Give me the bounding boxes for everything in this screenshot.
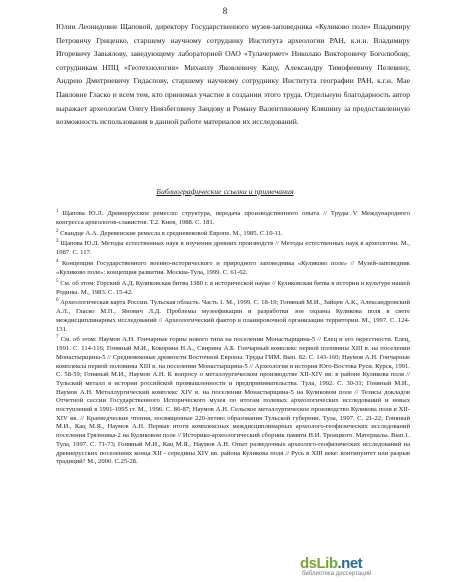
footnote bbox=[56, 278, 410, 298]
page-number: 8 bbox=[222, 6, 228, 16]
footnote bbox=[56, 297, 410, 334]
footnote-number: 6 bbox=[56, 298, 59, 304]
footnote-text: Концепция Государственного военно-исторического и природного заповедника «Куликово поле» // Музей-заповедник «Куликово поле»: концепция развития. Москва-Тула, 1999. С. 61-62. bbox=[56, 260, 410, 276]
footnote bbox=[56, 228, 410, 239]
section-heading: Библиографические ссылки и примечания bbox=[156, 187, 294, 196]
logo-subtitle: библиотека диссертаций bbox=[302, 571, 372, 577]
footnote-text: См. об этом: Горский А.Д. Куликовская битва 1380 г. в исторической науке // Куликовская битва в истории и культуре нашей Родины. М., 1983. С. 15-42. bbox=[56, 279, 410, 296]
footnote-text: Щапова Ю.Л. Методы естественных наук в изучении древних производств // Методы естественных наук в археологии. М., 1987. С. 117. bbox=[56, 240, 410, 257]
footnote-number: 5 bbox=[56, 278, 59, 284]
logo-text bbox=[300, 555, 362, 572]
footnote bbox=[56, 258, 410, 278]
footnote-text: Свандце А.А. Деревенские ремесла в средневековой Европе. М., 1985. С.10-11. bbox=[60, 229, 283, 237]
footnote-text: Щапова Ю.Л. Древнерусское ремесло: структура, передача производственного опыта // Труды V Международного конгресса археологов-славистов. Т.2. Киев, 1988. С. 181. bbox=[56, 210, 411, 226]
footnote bbox=[56, 208, 410, 228]
footnote-number: 3 bbox=[56, 239, 59, 245]
footnote-text: Археологическая карта России. Тульская область. Часть 1. М., 1999. С. 18-19; Гоняный М.И., Зайцев А.К., Александровский А.Л., Гласко М.П., Янович Л.Д. Проблемы музеефикации и разработки зон охраны Куликова поля в свете междисциплинарных исследований // Археологический фактор в планировочной организации территории. М., 1997. С. 124-131. bbox=[56, 299, 410, 333]
footnote-number: 2 bbox=[56, 228, 59, 234]
footnote-number: 1 bbox=[56, 209, 59, 214]
footnote-number: 7 bbox=[56, 335, 59, 341]
logo-part-2: .net bbox=[337, 555, 363, 572]
logo-part-1: dsLib bbox=[300, 555, 338, 572]
watermark-logo[interactable] bbox=[300, 552, 440, 578]
footnote bbox=[56, 238, 410, 258]
footnotes-list bbox=[56, 208, 410, 467]
footnote-number: 4 bbox=[56, 259, 59, 265]
footnote-text: См. об этом: Наумов А.Н. Гончарные горны нового типа на поселении Монастырщина-5 // Елец и его окрестности. Елец, 1991. С. 114-116; Гоняный М.И., Кокорина Н.А., Свирина А.Б. Гончарный комплекс первой половины XIII в. на поселении Монастырщина-5 // Средневековые древности Восточной Европы. Труды ГИМ. Вып. 82. С. 143-160; Наумов А.Н. Гончарные комплексы первой половины XIII в. на поселении Монастырщина-5 // Археология и история Юго-Востока Руси. Курск, 1991. С. 58-59; Гоняный М.И., Наумов А.Н. К вопросу о металлургическом производстве XII-XIV вв. в районе Куликова поля // Тульский металл в истории российской промышленности и предпринимательства. Тула, 1992. С. 30-31; Гоняный М.И., Наумов А.Н. Металлургический комплекс XIV в. на поселении Монастырщина-5 на Куликовом поле // Тезисы докладов Отчетной сессии Государственного Исторического музея по итогам полевых археологических исследований и новых поступлений в 1991-1995 гг. М., 1996. С. 86-87; Наумов А.Н. Сельское металлургическое производство Куликова поля в XII-XIV вв. // Краеведческие чтения, посвященные 220-летию образования Тульской губернии. Тула, 1997. С. 21-22; Гоняный М.И., Кац М.Я., Наумов А.Н. Первые итоги комплексных междисциплинарных археолого-геофизических исследований поселения Грязновка-2 на Куликовом поле // Историко-археологический сборник памяти Н.И. Троицкого. Материалы. Вып.1. Тула, 1997. С. 71-73; Гоняный М.И., Кац М.Я., Наумов А.Н. Опыт разведочных археолого-геофизических исследований на древнерусских поселениях конца XII - середины XIV вв. района Куликова поля // Русь в XIII веке: континуитет или разрыв традиций? М., 2000. С.25-28. bbox=[56, 336, 410, 466]
body-paragraph: Юлии Леонидовне Щаповой, директору Государственного музея-заповедника «Куликово поле» Владимиру Петровичу Гриценко, старшему научному сотруднику Института археологии РАН, к.и.н. Владимиру Игоревичу Завьялову, заведующему лабораторией ОАО «Тулачермет» Николаю Викторовичу Боголюбову, сотрудникам НПЦ «Геотехнология» Михаилу Яковлевичу Кацу, Александру Тимофеевичу Пелевину, Андрею Дмитриевичу Гидаспову, старшему научному сотруднику Института географии РАН, к.г.н. Мае Павловне Гласко и всем тем, кто принимал участие в создании этого труда. Отдельную благодарность автор выражает археологам Олегу Ниязбеговичу Заидову и Роману Валентиновичу Кляшину за предоставленную возможность использования в данной работе материалов их исследований. bbox=[56, 22, 410, 127]
footnote bbox=[56, 334, 410, 467]
